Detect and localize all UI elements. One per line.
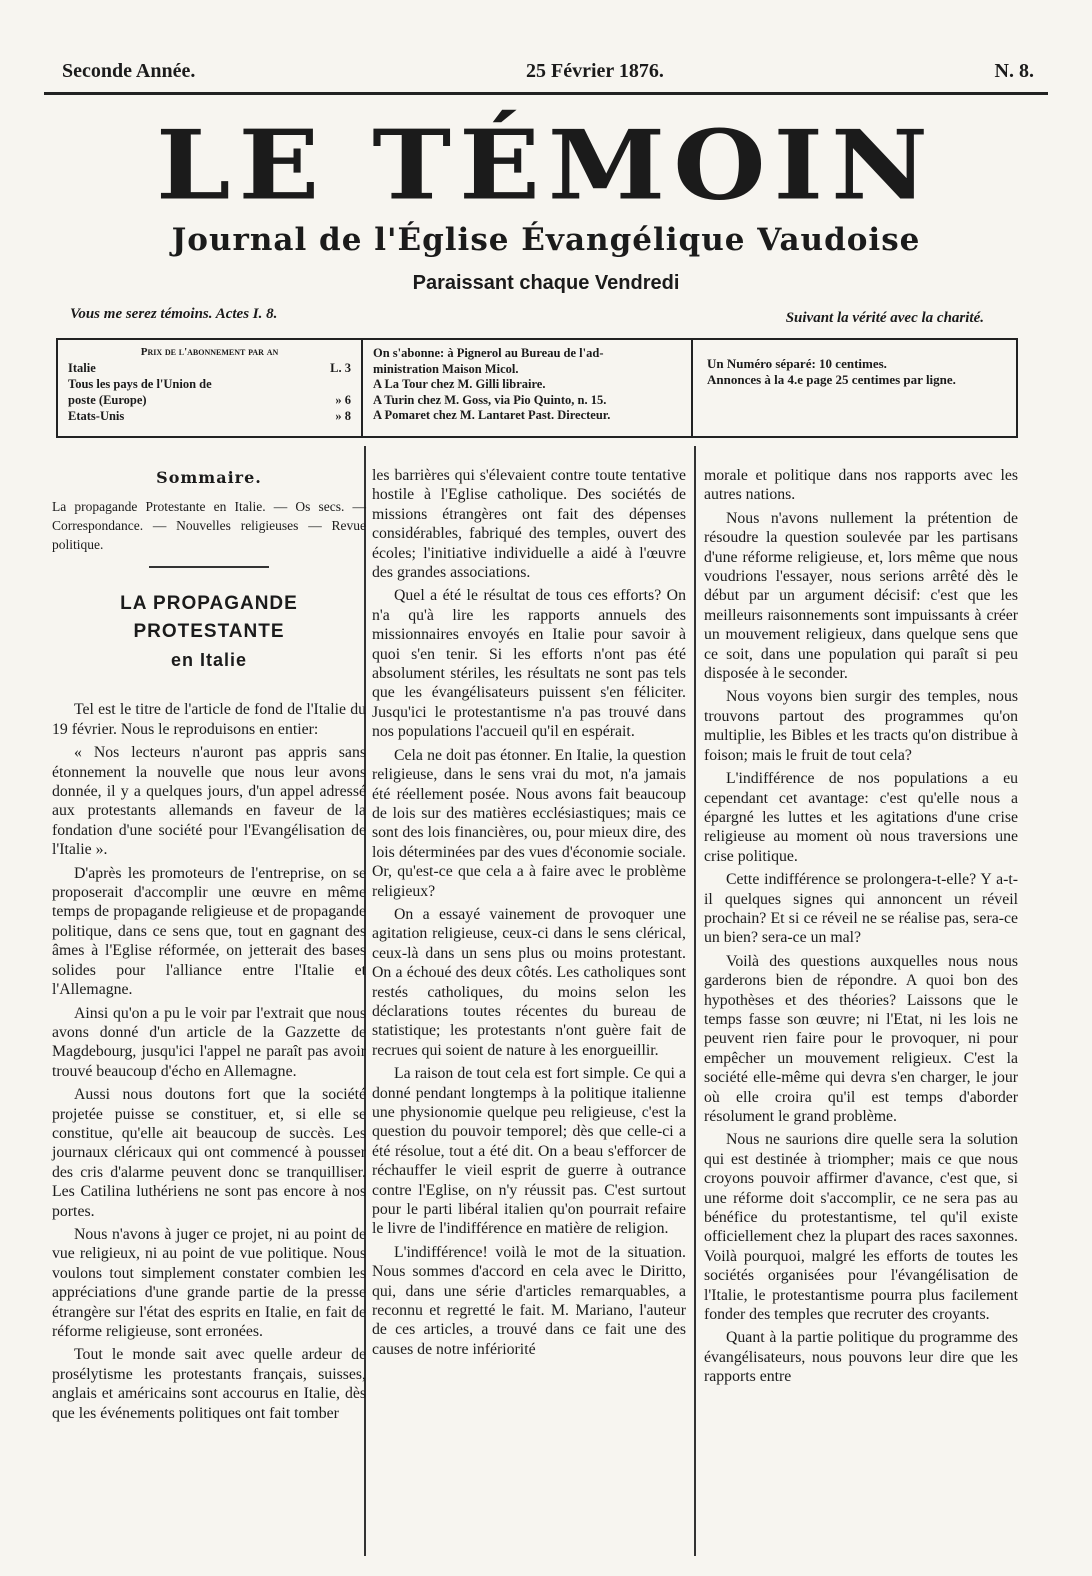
- article-title-line1: LA PROPAGANDE PROTESTANTE: [120, 593, 298, 643]
- paragraph: La raison de tout cela est fort simple. Ce qui a donné pendant longtemps à la politique italienne une physionomie quelque peu religieuse, c'est la question du pouvoir temporel; dès que celle-ci a été résolue, tout a été dit. On a beau s'efforcer de réchauffer le vieil esprit de guerre à outrance contre l'Eglise, on n'y réussit pas. C'est surtout pour le parti libéral italien qu'on pourrait refaire le livre de l'indifférence en matière de religion.: [372, 1065, 686, 1238]
- sommaire-text: La propagande Protestante en Italie. — Os secs. — Correspondance. — Nouvelles religieuses — Revue politique.: [52, 499, 366, 553]
- single-issue-price: Un Numéro séparé: 10 centimes.: [707, 356, 887, 371]
- price-label: Etats-Unis: [68, 409, 125, 423]
- price-heading: Prix de l'abonnement par an: [140, 346, 279, 358]
- column-1: [52, 462, 366, 1427]
- price-value: » 8: [335, 409, 351, 423]
- motto-right: Suivant la vérité avec la charité.: [785, 310, 984, 326]
- price-row: [68, 392, 351, 408]
- paragraph: Ainsi qu'on a pu le voir par l'extrait que nous avons donné d'un article de la Gazzette de Magdebourg, jusqu'ici l'appel ne paraît pas avoir trouvé beaucoup d'écho en Allemagne.: [52, 1004, 366, 1080]
- paragraph: L'indifférence! voilà le mot de la situation. Nous sommes d'accord en cela avec le Diritto, qui, dans une série d'articles remarquables, a reconnu et regretté le fait. M. Mariano, l'auteur de ces articles, a trouvé dans ce fait une des causes de notre infériorité: [372, 1243, 686, 1358]
- paragraph: Cela ne doit pas étonner. En Italie, la question religieuse, dans le sens vrai du mot, n'a jamais été réellement posée. Nous avons fait beaucoup de lois sur des matières ecclésiastiques; mais ce sont des lois financières, ou, pour mieux dire, des lois déterminées par des vues d'économie sociale. Or, qu'est-ce que cela a à faire avec le problème religieux?: [372, 746, 686, 900]
- paragraph: « Nos lecteurs n'auront pas appris sans étonnement la nouvelle que nous leur avons donnée, il y a quelques jours, d'un appel adressé aux protestants allemands en faveur de la fondation d'une société pour l'Evangélisation de l'Italie ».: [52, 744, 366, 859]
- place-line: A Turin chez M. Goss, via Pio Quinto, n. 15.: [373, 392, 607, 407]
- issue-date: 25 Février 1876.: [525, 59, 664, 82]
- periodicity: Paraissant chaque Vendredi: [412, 272, 680, 294]
- paragraph: Nous voyons bien surgir des temples, nous trouvons partout des programmes qu'on multiplie, les Bibles et les tracts qu'on distribue à foison; mais le fruit de tout cela?: [704, 688, 1018, 764]
- paragraph: Tel est le titre de l'article de fond de l'Italie du 19 février. Nous le reproduisons en entier:: [52, 701, 366, 738]
- price-row: [68, 360, 351, 376]
- price-value: L. 3: [330, 361, 351, 375]
- paragraph: D'après les promoteurs de l'entreprise, on se proposerait d'accomplir une œuvre en même temps de propagande religieuse et de propagande politique, dans ce sens que, tout en gagnant des âmes à l'Eglise réformée, on jetterait des bases solides pour l'alliance entre l'Italie et l'Allemagne.: [52, 864, 366, 999]
- paragraph: Cette indifférence se prolongera-t-elle? Y a-t-il quelques signes qui annoncent un réveil prochain? Et si ce réveil ne se réalise pas, sera-ce un bien? sera-ce un mal?: [704, 871, 1018, 947]
- paragraph: Tout le monde sait avec quelle ardeur de prosélytisme les protestants français, suisses, anglais et américains sont accourus en Italie, dès que les événements politiques ont fait tomber: [52, 1346, 366, 1422]
- motto-left: Vous me serez témoins. Actes I. 8.: [70, 306, 278, 322]
- paragraph: Aussi nous doutons fort que la société projetée puisse se constituer, et, si elle se constitue, qu'elle ait beaucoup de succès. Les journaux cléricaux qui ont commencé à pousser des cris d'alarme peuvent donc se tranquilliser. Les Catilina luthériens ne sont pas encore à nos portes.: [52, 1086, 366, 1220]
- article-title-line2: en Italie: [170, 650, 248, 671]
- article-title: [52, 590, 366, 674]
- column-rule: [694, 446, 696, 1556]
- paragraph: Quel a été le résultat de tous ces efforts? On n'a qu'à lire les rapports annuels des missionnaires envoyés en Italie pour savoir à quoi s'en tenir. Si les efforts n'ont pas été absolument stériles, les résultats ne sont pas tels que les évangélisateurs puissent s'en féliciter. Jusqu'ici le protestantisme n'a pas trouvé dans nos populations l'accueil qu'il en espérait.: [372, 587, 686, 741]
- ads-info: [693, 340, 1016, 436]
- sommaire-heading: Sommaire.: [156, 468, 262, 487]
- paragraph: Quant à la partie politique du programme des évangélisateurs, nous pouvons leur dire que les rapports entre: [704, 1329, 1018, 1386]
- issue-year: Seconde Année.: [62, 59, 196, 82]
- price-label: Tous les pays de l'Union de: [68, 377, 212, 391]
- paragraph: morale et politique dans nos rapports avec les autres nations.: [704, 467, 1018, 504]
- price-column: [58, 340, 363, 436]
- paragraph: L'indifférence de nos populations a eu cependant cet avantage: c'est qu'elle nous a épargné les luttes et les agitations d'une crise religieuse au moment où nous traversions une crise politique.: [704, 770, 1018, 865]
- column-2: [372, 466, 686, 1363]
- column-3: [704, 466, 1018, 1391]
- separator: [149, 566, 269, 568]
- place-line: On s'abonne: à Pignerol au Bureau de l'ad-: [373, 346, 604, 360]
- price-row: [68, 376, 351, 392]
- paragraph: On a essayé vainement de provoquer une agitation religieuse, ceux-ci dans le sens clérical, ceux-là dans un sens plus ou moins protestant. On a échoué des deux côtés. Les catholiques sont restés catholiques, du moins selon les déclarations toutes récentes du bureau de statistique; les protestants n'ont guère fait de recrues qui soient de nature à les enorgueillir.: [372, 905, 686, 1059]
- place-line: A Pomaret chez M. Lantaret Past. Directeur.: [373, 408, 611, 422]
- top-rule: [44, 92, 1048, 95]
- newspaper-subtitle: Journal de l'Église Évangélique Vaudoise: [171, 222, 921, 258]
- price-value: » 6: [335, 393, 351, 407]
- newspaper-title: LE TÉMOIN: [155, 108, 937, 221]
- place-line: A La Tour chez M. Gilli libraire.: [373, 377, 546, 391]
- issue-info-line: [62, 56, 1034, 86]
- place-line: ministration Maison Micol.: [373, 361, 519, 376]
- price-row: [68, 408, 351, 424]
- ads-price: Annonces à la 4.e page 25 centimes par ligne.: [707, 372, 956, 387]
- price-label: poste (Europe): [68, 393, 147, 407]
- paragraph: Nous n'avons à juger ce projet, ni au point de vue religieux, ni au point de vue politique. Nous voulons tout simplement constater combien les appréciations d'une grande partie de la presse étrangère sur l'état des esprits en Italie, en fait de réforme religieuse, sont erronées.: [52, 1225, 366, 1340]
- paragraph: Nous n'avons nullement la prétention de résoudre la question soulevée par les partisans d'une réforme religieuse, et, lors même que nous voudrions l'essayer, nous serions arrêté dès le début par un argument décisif: c'est que les meilleurs raisonnements sont impuissants à créer un mouvement religieux, dans quelque sens que ce soit, dans une population qui paraît si peu disposée à le seconder.: [704, 509, 1018, 683]
- subscription-box: [56, 338, 1018, 438]
- paragraph: les barrières qui s'élevaient contre toute tentative hostile à l'Eglise catholique. Des sociétés de missions étrangères ont fait des dépenses considérables, fabriqué des temples, ouvert des écoles; l'initiative individuelle a aidé à l'œuvre des grandes associations.: [372, 467, 686, 582]
- price-label: Italie: [68, 361, 96, 375]
- paragraph: Voilà des questions auxquelles nous nous garderons bien de répondre. A quoi bon des hypothèses et des théories? Laissons que le temps fasse son œuvre; ni l'Etat, ni les lois ne peuvent rien faire pour le provoquer, ni pour empêcher un mouvement religieux. C'est la société elle-même qui devra s'en charger, le jour où elle croira qu'il est temps d'aborder résolument le grand problème.: [704, 952, 1018, 1125]
- issue-number: N. 8.: [994, 59, 1034, 82]
- subscription-places: [363, 340, 693, 436]
- paragraph: Nous ne saurions dire quelle sera la solution qui est destinée à triompher; mais ce que nous croyons pouvoir affirmer d'avance, c'est que, si une réforme doit s'accomplir, ce ne sera pas au bénéfice du protestantisme, tel qu'il existe officiellement chez la plupart des races saxonnes. Voilà pourquoi, malgré les efforts de toutes les sociétés organisées pour l'évangélisation de l'Italie, le protestantisme pourra plus facilement fonder des temples que recruter des croyants.: [704, 1131, 1018, 1324]
